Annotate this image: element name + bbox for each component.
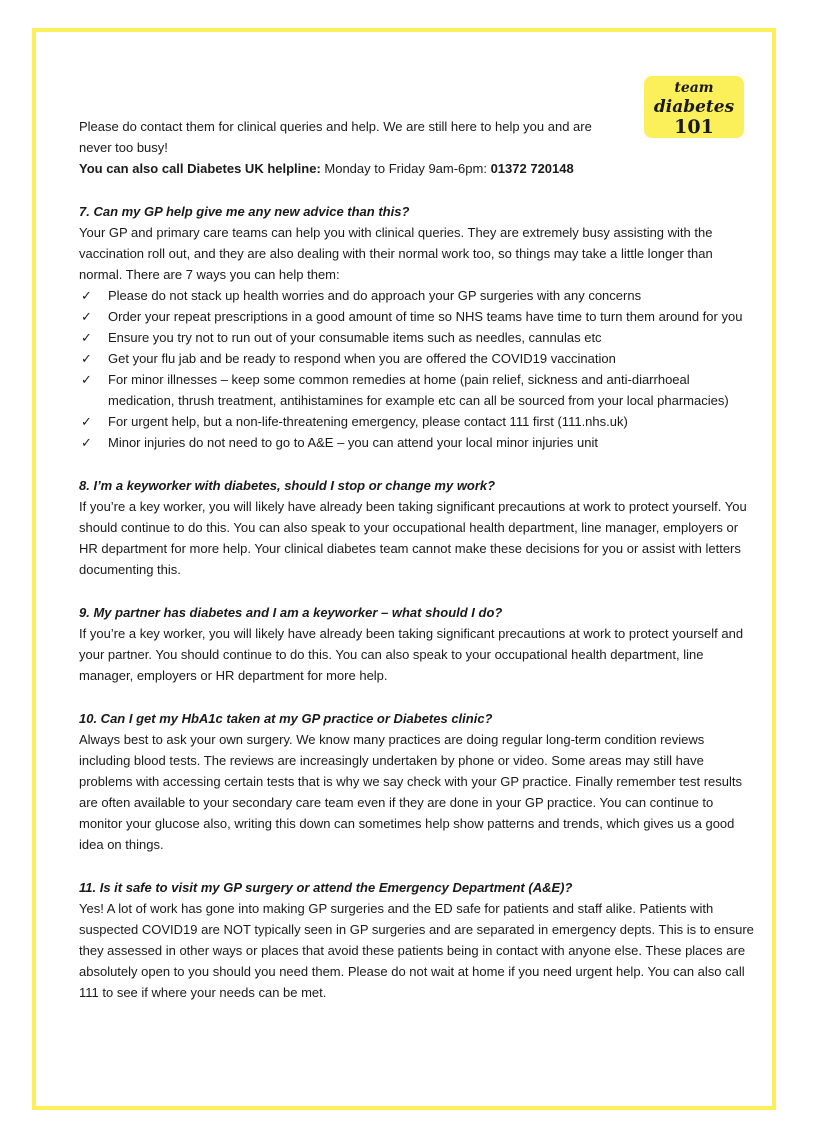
- helpline-number[interactable]: 01372 720148: [490, 161, 574, 176]
- checklist: [79, 285, 759, 453]
- checklist-item-text: Ensure you try not to run out of your consumable items such as needles, cannulas etc: [108, 330, 602, 345]
- answer-paragraph: Always best to ask your own surgery. We know many practices are doing regular long-term condition reviews including blood tests. The reviews are increasingly undertaken by phone or video. Some areas may still have problems with accessing certain tests that is why we say check with your GP practice. Finally remember test results are often available to your secondary care team even if they are done in your GP practice. You can continue to monitor your glucose also, writing this down can sometimes help show patterns and trends, which gives us a good idea on things.: [79, 732, 743, 852]
- checklist-item-text: For minor illnesses – keep some common remedies at home (pain relief, sickness and anti-diarrhoeal medication, thrush treatment, antihistamines for example etc can all be sourced from your local pharmacies): [108, 372, 729, 408]
- faq-section-10: [79, 708, 759, 855]
- checkmark-icon: ✓: [81, 414, 92, 429]
- svg-text:team: team: [674, 80, 714, 96]
- checklist-item-text: For urgent help, but a non-life-threatening emergency, please contact 111 first (111.nhs.uk): [108, 414, 628, 429]
- checklist-item-text: Order your repeat prescriptions in a good amount of time so NHS teams have time to turn them around for you: [108, 309, 743, 324]
- checkmark-icon: ✓: [81, 351, 92, 366]
- question-heading: 9. My partner has diabetes and I am a keyworker – what should I do?: [79, 605, 503, 620]
- checkmark-icon: ✓: [81, 309, 92, 324]
- question-heading: 10. Can I get my HbA1c taken at my GP practice or Diabetes clinic?: [79, 711, 493, 726]
- intro-paragraph: Please do contact them for clinical queries and help. We are still here to help you and are never too busy!: [79, 119, 592, 155]
- checklist-item-text: Minor injuries do not need to go to A&E – you can attend your local minor injuries unit: [108, 435, 598, 450]
- checkmark-icon: ✓: [81, 288, 92, 303]
- svg-text:101: 101: [674, 116, 714, 138]
- checklist-item: [79, 369, 759, 411]
- answer-paragraph: If you’re a key worker, you will likely have already been taking significant precautions at work to protect yourself. You should continue to do this. You can also speak to your occupational health department, line manager, employers or HR department for more help. Your clinical diabetes team cannot make these decisions for you or assist with letters documenting this.: [79, 499, 747, 577]
- answer-paragraph: If you’re a key worker, you will likely have already been taking significant precautions at work to protect yourself and your partner. You should continue to do this. You can also speak to your occupational health department, line manager, employers or HR department for more help.: [79, 626, 744, 683]
- question-heading: 8. I’m a keyworker with diabetes, should I stop or change my work?: [79, 478, 496, 493]
- checkmark-icon: ✓: [81, 435, 92, 450]
- checklist-item-text: Please do not stack up health worries and do approach your GP surgeries with any concerns: [108, 288, 642, 303]
- document-body: [79, 116, 759, 1003]
- checklist-item: [79, 285, 759, 306]
- answer-paragraph: Your GP and primary care teams can help you with clinical queries. They are extremely busy assisting with the vaccination roll out, and they are also dealing with their normal work too, so things may take a little longer than normal. There are 7 ways you can help them:: [79, 225, 713, 282]
- helpline-hours: Monday to Friday 9am-6pm:: [320, 161, 491, 176]
- svg-text:diabetes: diabetes: [653, 97, 735, 117]
- faq-section-11: [79, 877, 759, 1003]
- checklist-item: [79, 411, 759, 432]
- faq-section-8: [79, 475, 759, 580]
- checklist-item: [79, 306, 759, 327]
- checklist-item-text: Get your flu jab and be ready to respond when you are offered the COVID19 vaccination: [108, 351, 616, 366]
- faq-section-9: [79, 602, 759, 686]
- checklist-item: [79, 348, 759, 369]
- answer-paragraph: Yes! A lot of work has gone into making GP surgeries and the ED safe for patients and staff alike. Patients with suspected COVID19 are NOT typically seen in GP surgeries and are separated in emergency depts. This is to ensure they assessed in other ways or places that avoid these patients being in contact with anyone else. These places are absolutely open to you should you need them. Please do not wait at home if you need urgent help. You can also call 111 to see if where your needs can be met.: [79, 901, 754, 1000]
- helpline-line: [79, 158, 759, 179]
- helpline-label: You can also call Diabetes UK helpline:: [79, 161, 321, 176]
- faq-section-7: [79, 201, 759, 453]
- checkmark-icon: ✓: [81, 372, 92, 387]
- question-heading: 11. Is it safe to visit my GP surgery or attend the Emergency Department (A&E)?: [79, 880, 573, 895]
- question-heading: 7. Can my GP help give me any new advice than this?: [79, 204, 410, 219]
- checkmark-icon: ✓: [81, 330, 92, 345]
- checklist-item: [79, 327, 759, 348]
- checklist-item: [79, 432, 759, 453]
